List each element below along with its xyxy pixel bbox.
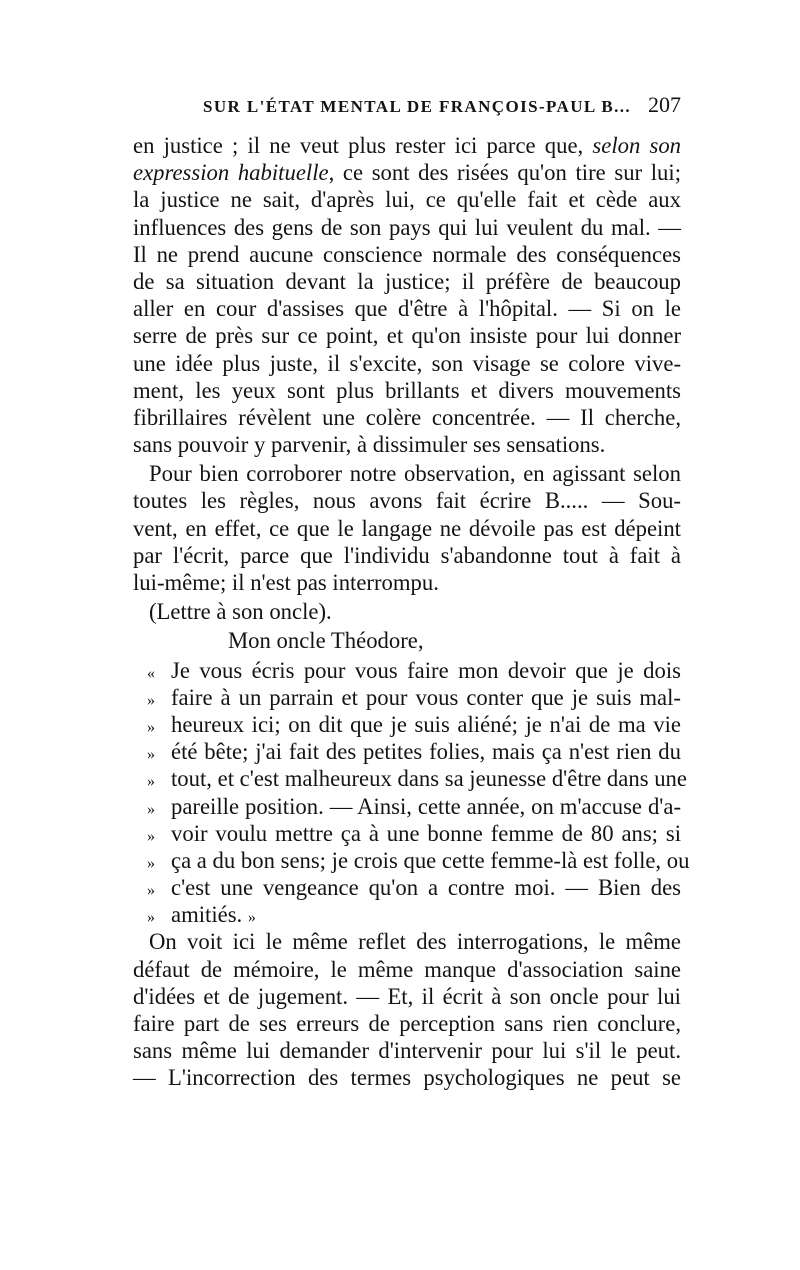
quote-mark: « — [147, 664, 155, 682]
text-line: Il ne prend aucune conscience normale des conséquences — [133, 241, 681, 267]
quote-line: » amitiés. » — [133, 901, 681, 928]
quote-mark: » — [147, 854, 155, 872]
quote-close-mark: » — [247, 909, 256, 927]
text-line: serre de près sur ce point, et qu'on insiste pour lui donner — [133, 323, 681, 349]
text-line: fibrillaires révèlent une colère concentrée. — Il cherche, — [133, 404, 681, 430]
text-line: toutes les règles, nous avons fait écrire B..... — Sou- — [133, 488, 681, 514]
text-line: de sa situation devant la justice; il préfère de beaucoup — [133, 268, 681, 294]
running-title: SUR L'ÉTAT MENTAL DE FRANÇOIS-PAUL B... — [203, 97, 632, 116]
text-line: sans pouvoir y parvenir, à dissimuler ses sensations. — [133, 432, 606, 458]
quote-mark: » — [147, 718, 155, 736]
quote-mark: » — [147, 827, 155, 845]
text-line: expression habituelle, ce sont des risées qu'on tire sur lui; — [133, 160, 681, 186]
text-line: la justice ne sait, d'après lui, ce qu'elle fait et cède aux — [133, 187, 681, 213]
page-header — [133, 92, 681, 118]
quote-mark: » — [147, 691, 155, 709]
quote-mark: » — [147, 746, 155, 764]
text-line: par l'écrit, parce que l'individu s'abandonne tout à fait à — [133, 542, 681, 568]
quote-line: » voir voulu mettre ça à une bonne femme de 80 ans; si — [133, 820, 681, 847]
quote-line: » faire à un parrain et pour vous conter que je suis mal- — [133, 684, 681, 711]
text-line: — L'incorrection des termes psychologiques ne peut se — [133, 1065, 681, 1091]
paragraph-analysis — [133, 928, 681, 1091]
text-line: d'idées et de jugement. — Et, il écrit à son oncle pour lui — [133, 983, 681, 1009]
paragraph-writing-test — [133, 460, 681, 596]
page-body — [133, 132, 690, 1092]
paragraph-observation — [133, 132, 681, 458]
quote-line: » pareille position. — Ainsi, cette année, on m'accuse d'a- — [133, 793, 681, 820]
quote-line: » été bête; j'ai fait des petites folies, mais ça n'est rien du — [133, 738, 681, 765]
letter-salutation: Mon oncle Théodore, — [228, 628, 424, 654]
text-line: une idée plus juste, il s'excite, son visage se colore vive- — [133, 350, 681, 376]
letter-block — [133, 598, 690, 928]
text-line: vent, en effet, ce que le langage ne dévoile pas est dépeint — [133, 515, 681, 541]
quote-mark: » — [147, 909, 155, 927]
quote-line: » ça a du bon sens; je crois que cette femme-là est folle, ou — [133, 847, 681, 874]
quote-line: » tout, et c'est malheureux dans sa jeunesse d'être dans une — [133, 765, 681, 792]
page-number: 207 — [648, 92, 681, 117]
text-line: sans même lui demander d'intervenir pour lui s'il le peut. — [133, 1038, 681, 1064]
text-line: en justice ; il ne veut plus rester ici parce que, selon son — [133, 133, 682, 158]
quote-line: « Je vous écris pour vous faire mon devoir que je dois — [133, 657, 681, 684]
text-line: influences des gens de son pays qui lui veulent du mal. — — [133, 214, 681, 240]
quote-line: » c'est une vengeance qu'on a contre moi. — Bien des — [133, 874, 681, 901]
text-line: On voit ici le même reflet des interrogations, le même — [149, 929, 681, 955]
quote-mark: » — [147, 773, 155, 791]
text-line: lui-même; il n'est pas interrompu. — [133, 570, 439, 595]
quote-mark: » — [147, 882, 155, 900]
quote-line: » heureux ici; on dit que je suis aliéné; je n'ai de ma vie — [133, 711, 681, 738]
text-line: ment, les yeux sont plus brillants et divers mouvements — [133, 377, 681, 403]
quote-mark: » — [147, 800, 155, 818]
text-line: défaut de mémoire, le même manque d'association saine — [133, 956, 681, 982]
text-line: faire part de ses erreurs de perception sans rien conclure, — [133, 1011, 681, 1036]
letter-caption: (Lettre à son oncle). — [149, 599, 332, 625]
text-line: Pour bien corroborer notre observation, en agissant selon — [149, 461, 681, 487]
text-line: aller en cour d'assises que d'être à l'hôpital. — Si on le — [133, 296, 681, 322]
